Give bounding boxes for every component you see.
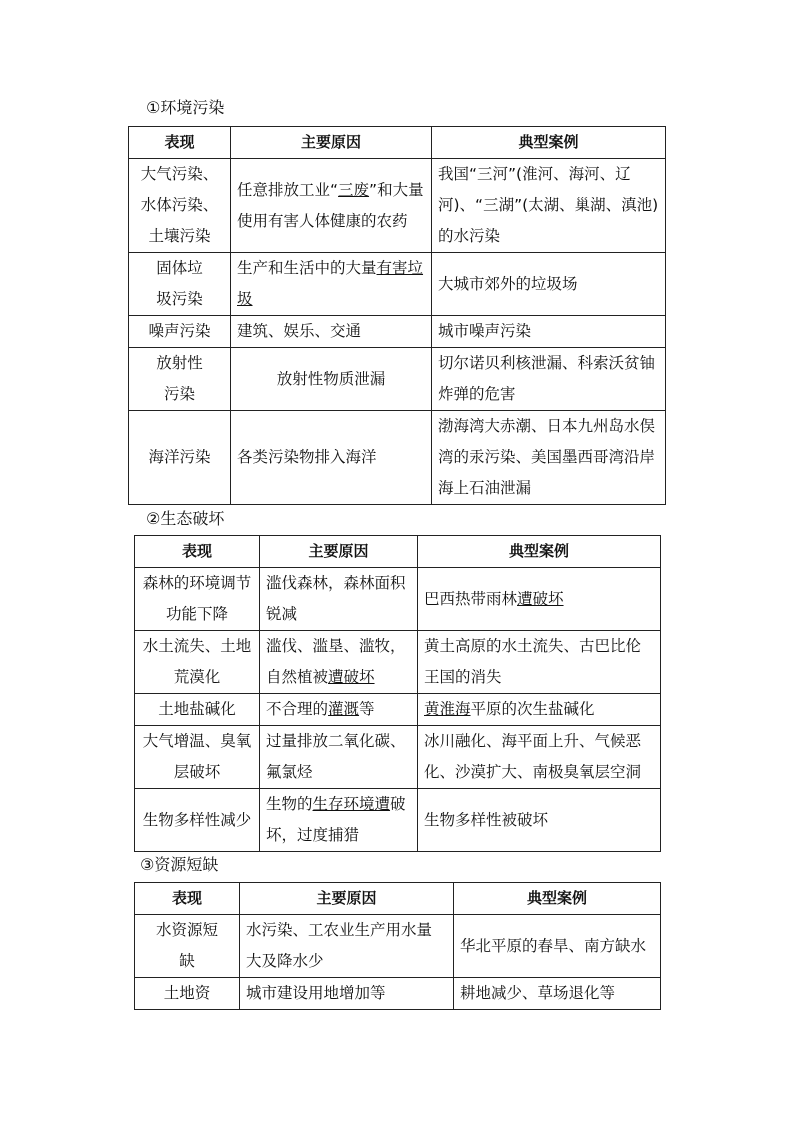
- section-title-ecological-damage: ②生态破坏: [146, 509, 225, 528]
- cell-manifestation: 大气增温、臭氧层破坏: [135, 726, 260, 789]
- cell-cause: 各类污染物排入海洋: [231, 411, 432, 505]
- table-row: [135, 726, 661, 789]
- header-main-cause: 主要原因: [240, 883, 454, 915]
- table-header-row: [135, 536, 661, 568]
- cell-case: 渤海湾大赤潮、日本九州岛水俣湾的汞污染、美国墨西哥湾沿岸海上石油泄漏: [432, 411, 666, 505]
- cell-cause: 滥伐森林，森林面积锐减: [260, 568, 418, 631]
- cell-case: 冰川融化、海平面上升、气候恶化、沙漠扩大、南极臭氧层空洞: [418, 726, 661, 789]
- cell-cause: 生物的生存环境遭破坏，过度捕猎: [260, 789, 418, 852]
- header-manifestation: 表现: [135, 883, 240, 915]
- cell-manifestation: 土地资: [135, 978, 240, 1010]
- cell-manifestation: 噪声污染: [129, 316, 231, 348]
- cell-cause: 城市建设用地增加等: [240, 978, 454, 1010]
- header-main-cause: 主要原因: [231, 127, 432, 159]
- table-row: [135, 631, 661, 694]
- cell-case: 生物多样性被破坏: [418, 789, 661, 852]
- cell-case: 大城市郊外的垃圾场: [432, 253, 666, 316]
- cell-cause: 生产和生活中的大量有害垃圾: [231, 253, 432, 316]
- header-typical-case: 典型案例: [432, 127, 666, 159]
- environmental-pollution-table: [128, 126, 666, 505]
- cell-case: 华北平原的春旱、南方缺水: [454, 915, 661, 978]
- cell-cause: 滥伐、滥垦、滥牧，自然植被遭破坏: [260, 631, 418, 694]
- cell-manifestation: 生物多样性减少: [135, 789, 260, 852]
- cell-case: 我国“三河”(淮河、海河、辽河)、“三湖”(太湖、巢湖、滇池)的水污染: [432, 159, 666, 253]
- cell-cause: 建筑、娱乐、交通: [231, 316, 432, 348]
- table-row: [135, 978, 661, 1010]
- table-row: [135, 915, 661, 978]
- header-typical-case: 典型案例: [418, 536, 661, 568]
- cell-cause: 不合理的灌溉等: [260, 694, 418, 726]
- cell-case: 黄淮海平原的次生盐碱化: [418, 694, 661, 726]
- table-row: [129, 253, 666, 316]
- cell-cause: 放射性物质泄漏: [231, 348, 432, 411]
- table-header-row: [135, 883, 661, 915]
- table-row: [135, 694, 661, 726]
- cell-case: 切尔诺贝利核泄漏、科索沃贫铀炸弹的危害: [432, 348, 666, 411]
- table-row: [129, 348, 666, 411]
- cell-case: 黄土高原的水土流失、古巴比伦王国的消失: [418, 631, 661, 694]
- table-row: [135, 789, 661, 852]
- cell-manifestation: 放射性污染: [129, 348, 231, 411]
- header-main-cause: 主要原因: [260, 536, 418, 568]
- cell-case: 巴西热带雨林遭破坏: [418, 568, 661, 631]
- section-title-environmental-pollution: ①环境污染: [146, 98, 225, 117]
- table-row: [129, 159, 666, 253]
- cell-cause: 水污染、工农业生产用水量大及降水少: [240, 915, 454, 978]
- ecological-damage-table: [134, 535, 661, 852]
- cell-manifestation: 森林的环境调节功能下降: [135, 568, 260, 631]
- table-header-row: [129, 127, 666, 159]
- section-title-resource-shortage: ③资源短缺: [140, 855, 219, 874]
- cell-case: 城市噪声污染: [432, 316, 666, 348]
- cell-manifestation: 大气污染、水体污染、土壤污染: [129, 159, 231, 253]
- cell-manifestation: 水资源短缺: [135, 915, 240, 978]
- table-row: [129, 316, 666, 348]
- cell-cause: 任意排放工业“三废”和大量使用有害人体健康的农药: [231, 159, 432, 253]
- cell-manifestation: 固体垃圾污染: [129, 253, 231, 316]
- cell-manifestation: 水土流失、土地荒漠化: [135, 631, 260, 694]
- table-row: [129, 411, 666, 505]
- header-manifestation: 表现: [129, 127, 231, 159]
- table-row: [135, 568, 661, 631]
- cell-manifestation: 海洋污染: [129, 411, 231, 505]
- cell-case: 耕地减少、草场退化等: [454, 978, 661, 1010]
- header-typical-case: 典型案例: [454, 883, 661, 915]
- resource-shortage-table: [134, 882, 661, 1010]
- cell-cause: 过量排放二氧化碳、氟氯烃: [260, 726, 418, 789]
- header-manifestation: 表现: [135, 536, 260, 568]
- cell-manifestation: 土地盐碱化: [135, 694, 260, 726]
